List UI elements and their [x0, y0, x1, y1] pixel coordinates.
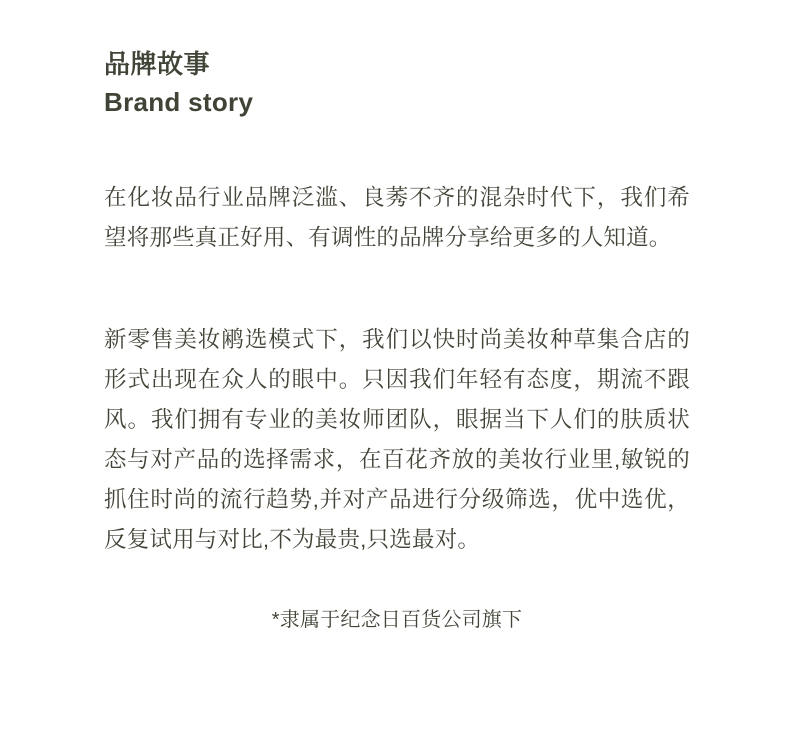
paragraph-1: 在化妆品行业品牌泛滥、良莠不齐的混杂时代下，我们希望将那些真正好用、有调性的品牌分享给更多的人知道。 [104, 184, 690, 250]
page-title-english: Brand story [104, 86, 254, 117]
page-title [104, 40, 690, 122]
paragraph-2: 新零售美妆鹇选模式下，我们以快时尚美妆种草集合店的形式出现在众人的眼中。只因我们年轻有态度，期流不跟风。我们拥有专业的美妆师团队，眼据当下人们的肤质状态与对产品的选择需求，在百花齐放的美妆行业里,敏锐的抓住时尚的流行趋势,并对产品进行分级筛选，优中选优，反复试用与对比,不为最贵,只选最对。 [104, 327, 690, 553]
brand-story-body [104, 178, 690, 560]
page-title-chinese: 品牌故事 [104, 49, 211, 79]
footnote: *隶属于纪念日百货公司旗下 [271, 609, 523, 632]
